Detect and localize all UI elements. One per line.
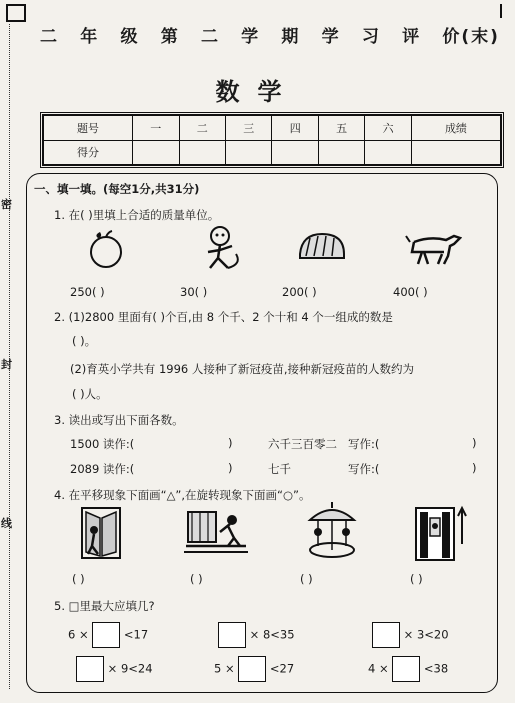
q3-row2-read: 2089 读作:(: [70, 462, 135, 476]
margin-label-line: 线: [1, 517, 12, 530]
exam-header: [40, 22, 500, 47]
header-char: 学: [321, 27, 341, 47]
score-header-row: [44, 116, 501, 141]
score-table: [40, 112, 504, 168]
header-char: 评: [402, 27, 422, 47]
q3-row1-write: 写作:(: [348, 437, 380, 451]
q5-item-2: [218, 622, 295, 648]
score-input-cell[interactable]: [133, 140, 179, 165]
score-cell: 五: [318, 116, 364, 141]
carousel-icon: [306, 502, 358, 560]
header-char: 级: [120, 27, 140, 47]
score-cell: 四: [272, 116, 318, 141]
score-cell: 六: [365, 116, 411, 141]
header-char: 价(末): [442, 27, 500, 47]
subject-title: 数学: [215, 78, 300, 106]
header-char: 年: [80, 27, 100, 47]
q5-item-6: [368, 656, 448, 682]
answer-box[interactable]: [392, 656, 420, 682]
score-value-row: [44, 140, 501, 165]
corner-mark-right: [500, 4, 508, 18]
answer-box[interactable]: [92, 622, 120, 648]
score-cell: 得分: [44, 140, 133, 165]
header-char: 期: [281, 27, 301, 47]
q5-item-1: [68, 622, 148, 648]
score-input-cell[interactable]: [365, 140, 411, 165]
q1-blank-2[interactable]: 30( ): [180, 285, 208, 299]
q5-item-5: [214, 656, 294, 682]
q1-blank-3[interactable]: 200( ): [282, 285, 317, 299]
q5-item-1-before: 6 ×: [68, 627, 89, 642]
q3-row2-write: 写作:(: [348, 462, 380, 476]
q1-blank-4[interactable]: 400( ): [393, 285, 428, 299]
q5-item-6-before: 4 ×: [368, 661, 389, 676]
bread-icon: [296, 230, 348, 264]
score-cell: 一: [133, 116, 179, 141]
q3-row2-paren[interactable]: ): [228, 461, 233, 475]
score-cell: 成绩: [411, 116, 500, 141]
margin-label-feng: 封: [1, 358, 12, 371]
q5-item-2-after: × 8<35: [249, 627, 295, 642]
corner-mark: [6, 4, 26, 22]
q3-row2-number: 七千: [268, 462, 291, 476]
score-input-cell[interactable]: [179, 140, 225, 165]
answer-box[interactable]: [238, 656, 266, 682]
q1-prompt: 1. 在( )里填上合适的质量单位。: [54, 208, 220, 222]
q4-blank-4[interactable]: ( ): [410, 572, 423, 586]
q3-prompt: 3. 读出或写出下面各数。: [54, 413, 184, 427]
q2-line-2[interactable]: ( )。: [72, 334, 97, 348]
q5-item-4: [76, 656, 153, 682]
q3-row1-paren[interactable]: ): [228, 436, 233, 450]
q5-item-6-after: <38: [423, 661, 449, 676]
q2-line-3: (2)育英小学共有 1996 人接种了新冠疫苗,接种新冠疫苗的人数约为: [70, 362, 415, 376]
answer-box[interactable]: [76, 656, 104, 682]
q3-row1-end[interactable]: ): [472, 436, 477, 450]
q5-item-5-after: <27: [269, 661, 295, 676]
q5-item-4-after: × 9<24: [107, 661, 153, 676]
q3-row1-number: 六千三百零二: [268, 437, 337, 451]
q5-prompt: 5. □里最大应填几?: [54, 599, 155, 613]
q5-item-3: [372, 622, 449, 648]
header-char: 二: [40, 27, 59, 47]
q3-row1-read: 1500 读作:(: [70, 437, 135, 451]
score-input-cell[interactable]: [411, 140, 500, 165]
q5-item-1-after: <17: [123, 627, 149, 642]
answer-box[interactable]: [218, 622, 246, 648]
q2-line-1: 2. (1)2800 里面有( )个百,由 8 个千、2 个十和 4 个一组成的数是: [54, 310, 393, 324]
q5-item-5-before: 5 ×: [214, 661, 235, 676]
header-char: 二: [200, 27, 220, 47]
score-input-cell[interactable]: [272, 140, 318, 165]
q5-item-3-after: × 3<20: [403, 627, 449, 642]
score-cell: 二: [179, 116, 225, 141]
q4-blank-3[interactable]: ( ): [300, 572, 313, 586]
q4-blank-2[interactable]: ( ): [190, 572, 203, 586]
score-input-cell[interactable]: [318, 140, 364, 165]
score-cell: 题号: [44, 116, 133, 141]
header-char: 学: [241, 27, 261, 47]
apple-icon: [86, 228, 126, 270]
header-char: 习: [361, 27, 381, 47]
monkey-icon: [198, 224, 244, 272]
section-title: 一、填一填。(每空1分,共31分): [34, 182, 200, 196]
score-input-cell[interactable]: [226, 140, 272, 165]
q1-blank-1[interactable]: 250( ): [70, 285, 105, 299]
header-char: 第: [160, 27, 180, 47]
q4-blank-1[interactable]: ( ): [72, 572, 85, 586]
margin-label-seal: 密: [1, 198, 12, 211]
ox-icon: [404, 228, 462, 268]
answer-box[interactable]: [372, 622, 400, 648]
score-cell: 三: [226, 116, 272, 141]
pushing-cart-icon: [184, 508, 250, 558]
q3-row2-end[interactable]: ): [472, 461, 477, 475]
elevator-icon: [414, 504, 468, 562]
q4-prompt: 4. 在平移现象下面画“△”,在旋转现象下面画“○”。: [54, 488, 311, 502]
revolving-door-icon: [78, 506, 124, 560]
q2-line-4[interactable]: ( )人。: [72, 387, 108, 401]
